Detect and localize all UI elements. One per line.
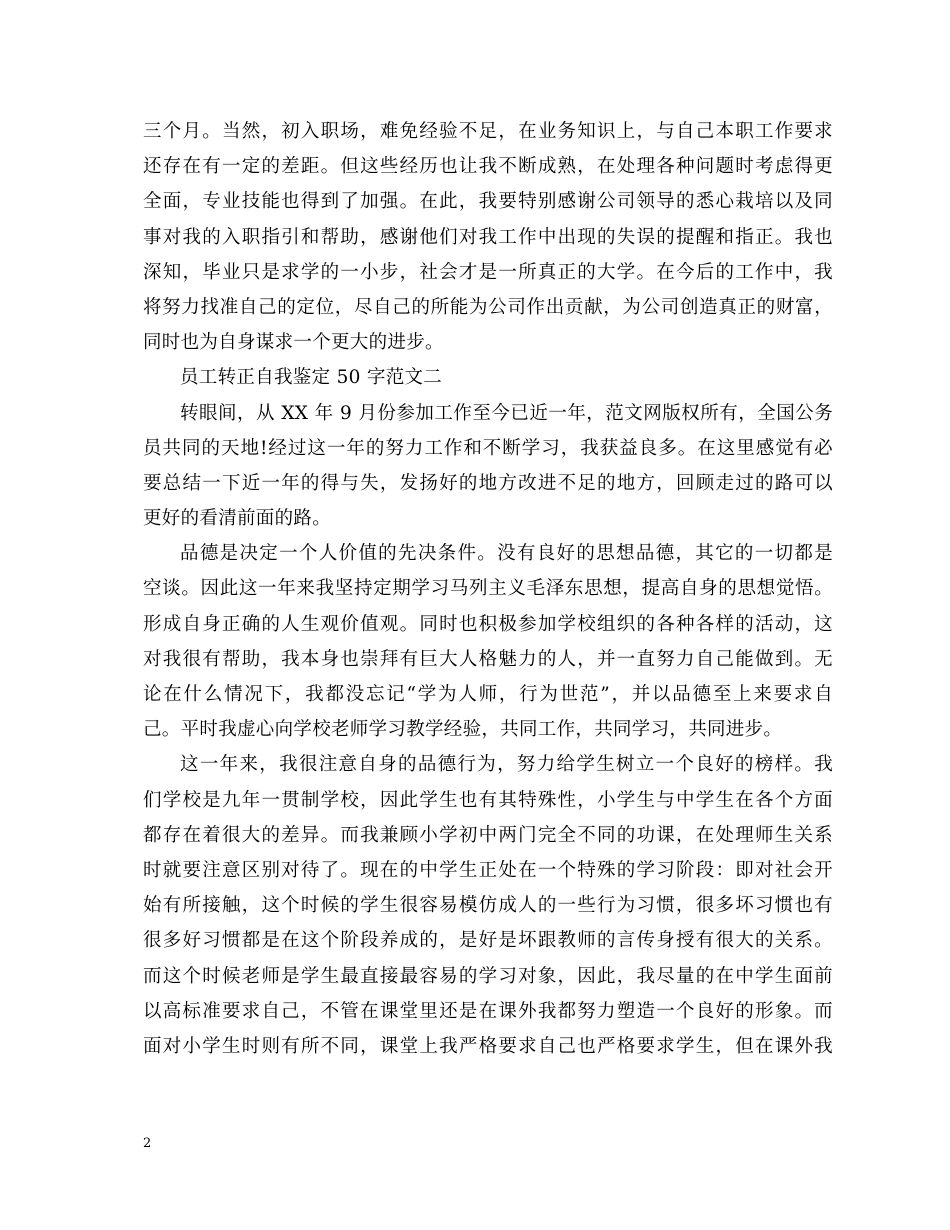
- text-line: 论在什么情况下，我都没忘记“学为人师，行为世范”，并以品德至上来要求自: [143, 684, 833, 705]
- text-line: 更好的看清前面的路。: [143, 508, 332, 530]
- text-line: 还存在有一定的差距。但这些经历也让我不断成熟，在处理各种问题时考虑得更: [143, 156, 833, 178]
- text-line: 深知，毕业只是求学的一小步，社会才是一所真正的大学。在今后的工作中，我: [143, 261, 833, 283]
- text-line: 们学校是九年一贯制学校，因此学生也有其特殊性，小学生与中学生在各个方面: [143, 789, 833, 811]
- text-line: 同时也为自身谋求一个更大的进步。: [143, 332, 444, 354]
- text-line: 时就要注意区别对待了。现在的中学生正处在一个特殊的学习阶段：即对社会开: [143, 859, 833, 881]
- text-line: 要总结一下近一年的得与失，发扬好的地方改进不足的地方，回顾走过的路可以: [143, 472, 833, 494]
- text-line: 以高标准要求自己，不管在课堂里还是在课外我都努力塑造一个良好的形象。而: [143, 1000, 833, 1022]
- text-line: 始有所接触，这个时候的学生很容易模仿成人的一些行为习惯，很多坏习惯也有: [143, 895, 833, 917]
- text-line: 事对我的入职指引和帮助，感谢他们对我工作中出现的失误的提醒和指正。我也: [143, 226, 833, 248]
- text-line: 对我很有帮助，我本身也崇拜有巨大人格魅力的人，并一直努力自己能做到。无: [143, 648, 833, 670]
- text-line: 三个月。当然，初入职场，难免经验不足，在业务知识上，与自己本职工作要求: [143, 121, 833, 142]
- page-number: 2: [143, 1136, 152, 1151]
- document-body: [143, 114, 833, 1064]
- text-line: 这一年来，我很注意自身的品德行为，努力给学生树立一个良好的榜样。我: [180, 754, 833, 776]
- text-line: 形成自身正确的人生观价值观。同时也积极参加学校组织的各种各样的活动，这: [143, 613, 833, 635]
- text-line: 转眼间，从 XX 年 9 月份参加工作至今已近一年，范文网版权所有，全国公务: [180, 402, 833, 424]
- text-line: 员工转正自我鉴定 50 字范文二: [180, 367, 443, 389]
- text-line: 很多好习惯都是在这个阶段养成的，是好是坏跟教师的言传身授有很大的关系。: [143, 930, 833, 952]
- text-line: 而这个时候老师是学生最直接最容易的学习对象，因此，我尽量的在中学生面前: [143, 965, 833, 987]
- text-line: 都存在着很大的差异。而我兼顾小学初中两门完全不同的功课，在处理师生关系: [143, 824, 833, 846]
- text-line: 己。平时我虚心向学校老师学习教学经验，共同工作，共同学习，共同进步。: [143, 719, 783, 741]
- text-line: 空谈。因此这一年来我坚持定期学习马列主义毛泽东思想，提高自身的思想觉悟。: [143, 578, 833, 600]
- text-line: 员共同的天地!经过这一年的努力工作和不断学习，我获益良多。在这里感觉有必: [143, 437, 833, 459]
- text-line: 面对小学生时则有所不同，课堂上我严格要求自己也严格要求学生，但在课外我: [143, 1035, 833, 1057]
- text-line: 品德是决定一个人价值的先决条件。没有良好的思想品德，其它的一切都是: [180, 543, 833, 565]
- text-line: 将努力找准自己的定位，尽自己的所能为公司作出贡献，为公司创造真正的财富，: [143, 296, 833, 318]
- text-line: 全面，专业技能也得到了加强。在此，我要特别感谢公司领导的悉心栽培以及同: [143, 191, 833, 213]
